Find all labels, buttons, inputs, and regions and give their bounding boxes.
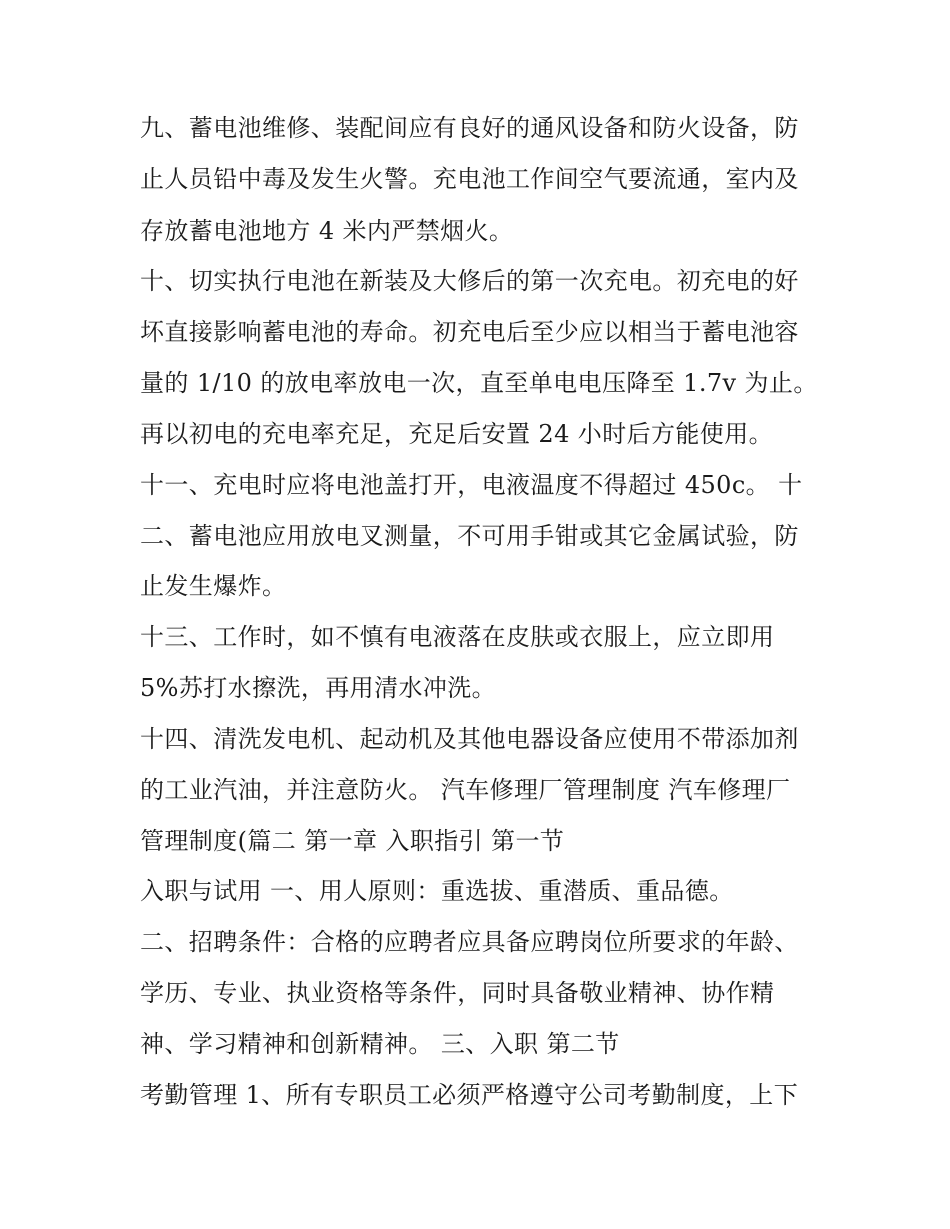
text-line-10: 止发生爆炸。 [140,572,287,600]
text-line-15: 管理制度(篇二 第一章 入职指引 第一节 [140,827,565,855]
text-line-4: 十、切实执行电池在新装及大修后的第一次充电。初充电的好 [140,267,799,295]
text-line-19: 神、学习精神和创新精神。 三、入职 第二节 [140,1030,620,1058]
text-line-9: 二、蓄电池应用放电叉测量，不可用手钳或其它金属试验，防 [140,522,799,550]
text-line-17: 二、招聘条件：合格的应聘者应具备应聘岗位所要求的年龄、 [140,928,799,956]
text-line-18: 学历、专业、执业资格等条件，同时具备敬业精神、协作精 [140,979,775,1007]
text-line-1: 九、蓄电池维修、装配间应有良好的通风设备和防火设备，防 [140,114,799,142]
text-line-20: 考勤管理 1、所有专职员工必须严格遵守公司考勤制度，上下 [140,1081,799,1109]
text-line-13: 十四、清洗发电机、起动机及其他电器设备应使用不带添加剂 [140,725,799,753]
text-line-8: 十一、充电时应将电池盖打开，电液温度不得超过 450c。 十 [140,471,803,499]
text-line-11: 十三、工作时，如不慎有电液落在皮肤或衣服上，应立即用 [140,623,775,651]
text-line-16: 入职与试用 一、用人原则：重选拔、重潜质、重品德。 [140,877,734,905]
text-line-2: 止人员铅中毒及发生火警。充电池工作间空气要流通，室内及 [140,165,799,193]
text-line-6: 量的 1/10 的放电率放电一次，直至单电电压降至 1.7v 为止。 [140,369,818,397]
text-line-5: 坏直接影响蓄电池的寿命。初充电后至少应以相当于蓄电池容 [140,318,799,346]
text-line-12: 5%苏打水擦洗，再用清水冲洗。 [140,674,497,702]
text-line-3: 存放蓄电池地方 4 米内严禁烟火。 [140,217,514,245]
text-line-7: 再以初电的充电率充足，充足后安置 24 小时后方能使用。 [140,420,773,448]
text-line-14: 的工业汽油，并注意防火。 汽车修理厂管理制度 汽车修理厂 [140,776,791,804]
